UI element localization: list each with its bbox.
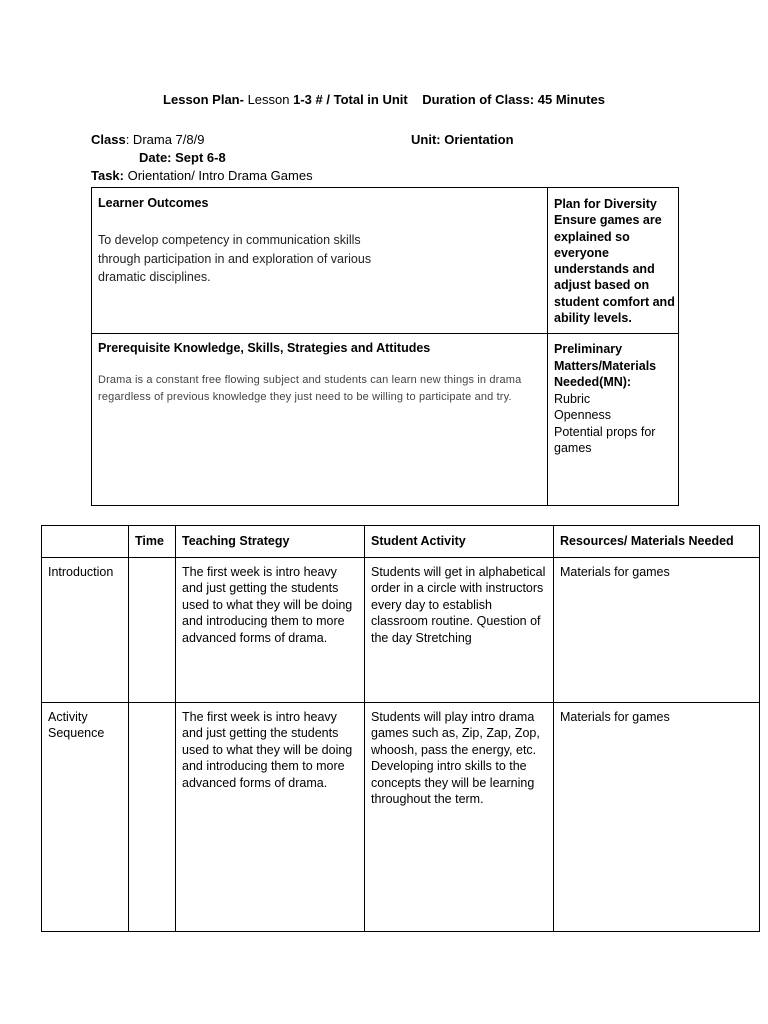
table-divider-horizontal [92, 333, 678, 334]
title-range: 1-3 # / Total in Unit [293, 92, 408, 107]
title-prefix: Lesson Plan- [163, 92, 244, 107]
materials-item: Potential props for games [554, 424, 656, 455]
table-header-row [42, 526, 760, 558]
row-resources: Materials for games [554, 558, 760, 703]
unit-line: Unit: Orientation [411, 132, 514, 147]
header-cell-resources: Resources/ Materials Needed [554, 526, 760, 558]
class-value: : Drama 7/8/9 [125, 132, 205, 147]
task-value: Orientation/ Intro Drama Games [124, 168, 313, 183]
row-strategy: The first week is intro heavy and just getting the students used to what they will be doing and introducing them to more advanced forms of drama. [176, 558, 365, 703]
row-time [129, 558, 176, 703]
header-cell-time: Time [129, 526, 176, 558]
title-duration: Duration of Class: 45 Minutes [422, 92, 605, 107]
table-divider-vertical [547, 188, 548, 505]
task-line [91, 168, 313, 183]
header-cell-blank [42, 526, 129, 558]
plan-for-diversity: Plan for Diversity Ensure games are explained so everyone understands and adjust based on student comfort and ability levels. [554, 197, 675, 326]
task-label: Task: [91, 168, 124, 183]
prerequisite-heading: Prerequisite Knowledge, Skills, Strategies and Attitudes [98, 341, 431, 355]
row-label: Introduction [42, 558, 129, 703]
outcomes-table [91, 187, 679, 506]
table-row [42, 703, 760, 932]
materials-heading: Preliminary Matters/Materials Needed(MN): [554, 342, 657, 389]
header-cell-teaching-strategy: Teaching Strategy [176, 526, 365, 558]
row-label: Activity Sequence [42, 703, 129, 932]
row-resources: Materials for games [554, 703, 760, 932]
materials-item: Openness [554, 408, 611, 422]
prerequisite-text: Drama is a constant free flowing subject and students can learn new things in drama regardless of previous knowledge they just need to be willing to participate and try. [98, 374, 522, 403]
lesson-plan-title [0, 92, 768, 107]
row-activity: Students will get in alphabetical order in a circle with instructors every day to establish classroom routine. Question of the day Stretching [365, 558, 554, 703]
header-cell-student-activity: Student Activity [365, 526, 554, 558]
preliminary-materials [554, 341, 676, 457]
table-row [42, 558, 760, 703]
materials-item: Rubric [554, 391, 591, 406]
row-time [129, 703, 176, 932]
class-label: Class [91, 132, 126, 147]
row-strategy: The first week is intro heavy and just getting the students used to what they will be doing and introducing them to more advanced forms of drama. [176, 703, 365, 932]
learner-outcomes-text: To develop competency in communication skills through participation in and exploration of various dramatic disciplines. [98, 233, 372, 284]
date-line: Date: Sept 6-8 [139, 150, 226, 165]
lesson-activity-table [41, 525, 760, 932]
row-activity: Students will play intro drama games such as, Zip, Zap, Zop, whoosh, pass the energy, etc. Developing intro skills to the concepts they will be learning throughout the term. [365, 703, 554, 932]
learner-outcomes-heading: Learner Outcomes [98, 196, 209, 210]
class-line [91, 132, 204, 147]
title-lesson: Lesson [243, 92, 294, 107]
